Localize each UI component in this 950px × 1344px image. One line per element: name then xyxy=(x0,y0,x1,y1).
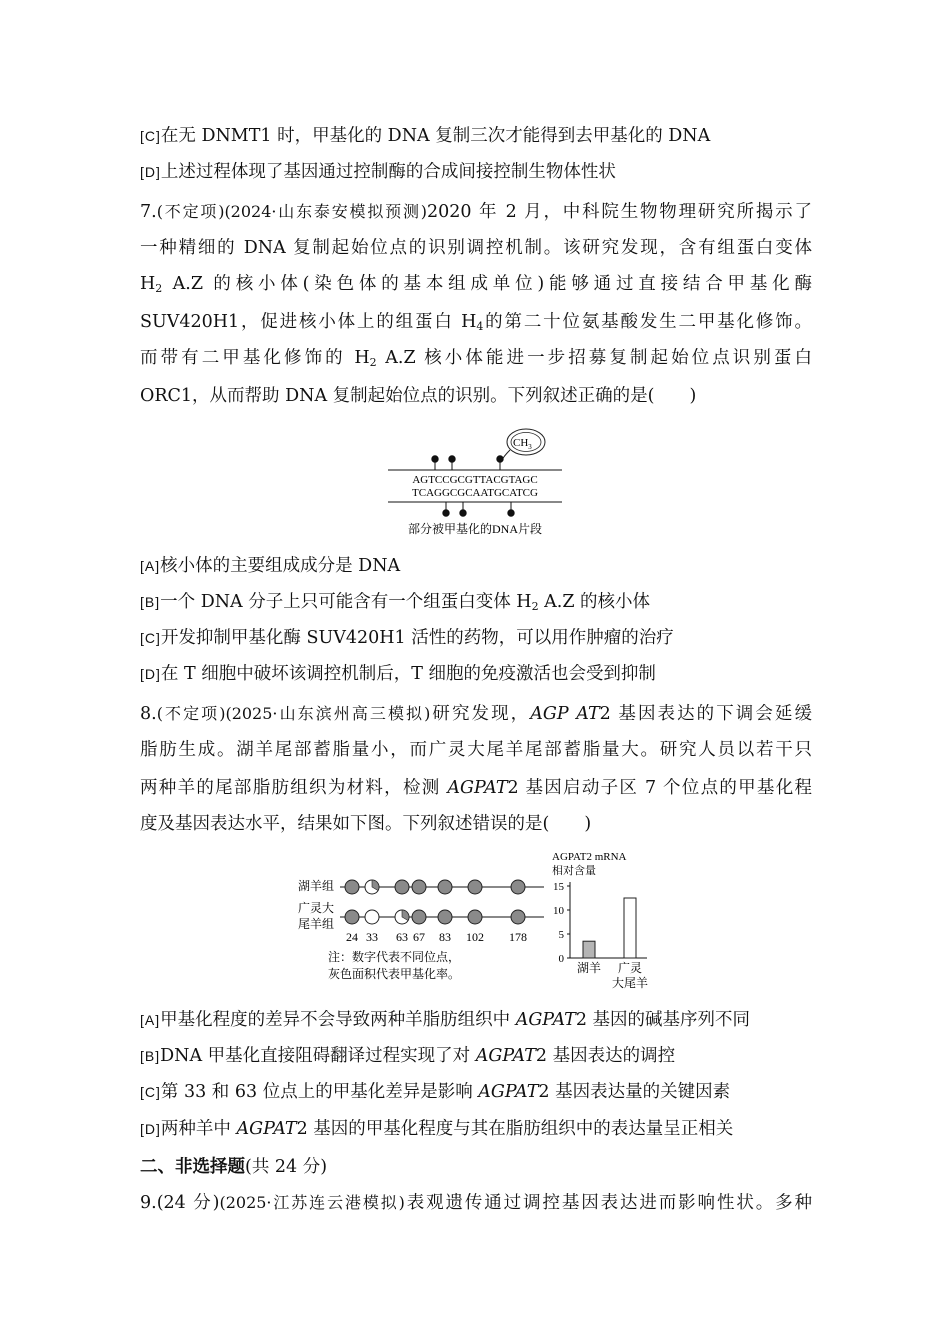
q7-stem-line-6: ORC1，从而帮助 DNA 复制起始位点的识别。下列叙述正确的是( ) xyxy=(140,386,697,406)
site-label-83: 83 xyxy=(439,930,451,944)
q7-stem-line-3: $H_2$ A.Z 的核小体(染色体的基本组成单位)能够通过直接结合甲基化酶 xyxy=(140,274,812,295)
q8-stem-line-4: 度及基因表达水平，结果如下图。下列叙述错误的是( ) xyxy=(140,814,592,834)
section-2-heading: 二、非选择题(共 24 分) xyxy=(140,1157,328,1177)
site-circle-hu-24 xyxy=(345,880,359,894)
q7-stem-line-2: 一种精细的 DNA 复制起始位点的识别调控机制。该研究发现，含有组蛋白变体 xyxy=(140,238,812,258)
site-circle-gl-24 xyxy=(345,910,359,924)
site-circle-hu-33 xyxy=(365,880,379,894)
q6-option-d: [D]上述过程体现了基因通过控制酶的合成间接控制生物体性状 xyxy=(140,162,616,182)
chart-xlabel-gl-1: 广灵 xyxy=(617,961,643,975)
agpat2-methylation-figure xyxy=(292,846,662,994)
q8-option-b: [B]DNA 甲基化直接阻碍翻译过程实现了对 AGPAT2 基因表达的调控 xyxy=(140,1046,676,1066)
q7-option-d: [D]在 T 细胞中破坏该调控机制后，T 细胞的免疫激活也会受到抑制 xyxy=(140,664,656,684)
site-number-labels xyxy=(346,930,527,944)
q8-option-d: [D]两种羊中 AGPAT2 基因的甲基化程度与其在脂肪组织中的表达量呈正相关 xyxy=(140,1119,734,1139)
figure-note-line-2: 灰色面积代表甲基化率。 xyxy=(328,967,461,981)
site-label-67: 67 xyxy=(413,930,425,944)
bar-gl-sheep xyxy=(624,898,636,958)
row-label-gl-sheep-1: 广灵大 xyxy=(298,901,335,915)
y-tick-label-0: 0 xyxy=(558,953,564,965)
figure-note-line-1: 注：数字代表不同位点， xyxy=(328,950,461,964)
dna-methylation-figure xyxy=(380,420,570,542)
chart-xlabel-gl-2: 大尾羊 xyxy=(611,976,649,990)
dna-figure-caption: 部分被甲基化的DNA片段 xyxy=(408,522,542,536)
row-label-gl-sheep-2: 尾羊组 xyxy=(298,917,335,931)
q8-stem-line-2: 脂肪生成。湖羊尾部蓄脂量小，而广灵大尾羊尾部蓄脂量大。研究人员以若干只 xyxy=(140,740,812,760)
q8-stem-line-1: 8.(不定项)(2025·山东滨州高三模拟)研究发现，AGP AT2 基因表达的下调会延缓 xyxy=(140,704,812,724)
site-label-178: 178 xyxy=(509,930,527,944)
q7-option-c: [C]开发抑制甲基化酶 SUV420H1 活性的药物，可以用作肿瘤的治疗 xyxy=(140,628,674,648)
site-circle-hu-63 xyxy=(395,880,409,894)
q7-option-b: [B]一个 DNA 分子上只可能含有一个组蛋白变体 $H_2$ A.Z 的核小体 xyxy=(140,592,651,613)
site-label-63: 63 xyxy=(396,930,408,944)
site-circle-hu-178 xyxy=(511,880,525,894)
top-methyl-pins xyxy=(432,456,503,470)
site-circle-gl-83 xyxy=(438,910,452,924)
chart-ylabel-line-2: 相对含量 xyxy=(552,865,596,877)
bottom-methyl-pins xyxy=(443,502,514,516)
q6-option-c: [C]在无 DNMT1 时，甲基化的 DNA 复制三次才能得到去甲基化的 DNA xyxy=(140,126,711,146)
site-circle-gl-178 xyxy=(511,910,525,924)
site-circle-gl-67 xyxy=(412,910,426,924)
site-label-33: 33 xyxy=(366,930,378,944)
dna-top-strand: AGTCCGCGTTACGTAGC xyxy=(412,474,538,486)
methyl-label: $CH_3$ xyxy=(513,437,532,451)
site-label-102: 102 xyxy=(466,930,484,944)
site-label-24: 24 xyxy=(346,930,358,944)
chart-xlabel-hu: 湖羊 xyxy=(576,961,602,975)
q8-option-a: [A]甲基化程度的差异不会导致两种羊脂肪组织中 AGPAT2 基因的碱基序列不同 xyxy=(140,1010,751,1030)
q8-option-c: [C]第 33 和 63 位点上的甲基化差异是影响 AGPAT2 基因表达量的关键因素 xyxy=(140,1082,731,1102)
bar-hu-sheep xyxy=(583,941,595,958)
site-circle-hu-67 xyxy=(412,880,426,894)
methyl-group-bubble xyxy=(502,429,545,460)
site-circle-gl-63 xyxy=(395,910,409,924)
q8-stem-line-3: 两种羊的尾部脂肪组织为材料，检测 AGPAT2 基因启动子区 7 个位点的甲基化程 xyxy=(140,778,812,798)
q7-stem-line-1: 7.(不定项)(2024·山东泰安模拟预测)2020 年 2 月，中科院生物物理研究所揭示了 xyxy=(140,202,812,222)
bar-chart-bars xyxy=(583,898,636,958)
row-label-hu-sheep: 湖羊组 xyxy=(298,879,335,893)
q7-option-a: [A]核小体的主要组成成分是 DNA xyxy=(140,556,401,576)
site-circle-hu-83 xyxy=(438,880,452,894)
chart-ylabel-line-1: AGPAT2 mRNA xyxy=(552,851,627,863)
site-circle-gl-102 xyxy=(468,910,482,924)
q7-stem-line-4: SUV420H1，促进核小体上的组蛋白 $H_4$的第二十位氨基酸发生二甲基化修饰。 xyxy=(140,312,813,333)
y-tick-label-10: 10 xyxy=(553,905,564,917)
y-tick-label-15: 15 xyxy=(553,881,564,893)
site-circle-gl-33 xyxy=(365,910,379,924)
y-tick-label-5: 5 xyxy=(558,929,564,941)
dna-bottom-strand: TCAGGCGCAATGCATCG xyxy=(412,487,538,499)
q9-stem-line-1: 9.(24 分)(2025·江苏连云港模拟)表观遗传通过调控基因表达进而影响性状。多种 xyxy=(140,1193,812,1213)
site-circle-hu-102 xyxy=(468,880,482,894)
q7-stem-line-5: 而带有二甲基化修饰的 $H_2$ A.Z 核小体能进一步招募复制起始位点识别蛋白 xyxy=(140,348,813,369)
